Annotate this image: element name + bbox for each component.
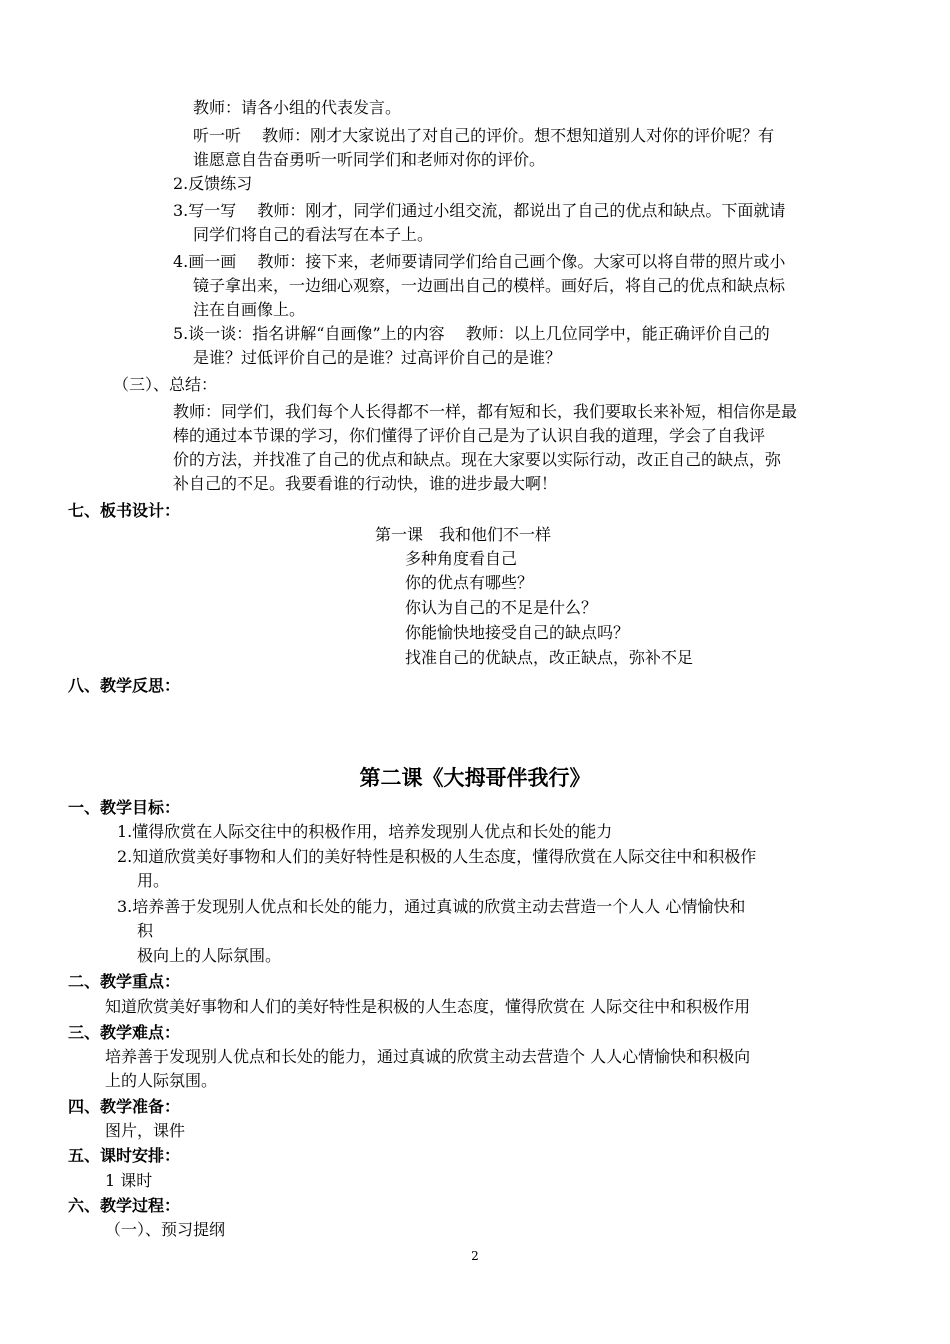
text-line: 教师：请各小组的代表发言。 [193,98,402,117]
text-line: 知道欣赏美好事物和人们的美好特性是积极的人生态度，懂得欣赏在 人际交往中和积极作用 [105,997,751,1016]
text-line: 用。 [137,871,170,890]
text-line: 同学们将自己的看法写在本子上。 [193,225,434,244]
subheading: （一）、预习提纲 [105,1220,226,1239]
text-line: 是谁？过低评价自己的是谁？过高评价自己的是谁？ [193,348,562,367]
section-heading: 八、教学反思： [68,676,181,695]
text-line: 图片，课件 [105,1121,186,1140]
text-line: 镜子拿出来，一边细心观察，一边画出自己的模样。画好后，将自己的优点和缺点标 [193,276,786,295]
text-line: 补自己的不足。我要看谁的行动快，谁的进步最大啊！ [173,474,558,493]
board-line: 第一课 我和他们不一样 [375,525,552,544]
list-item: 4.画一画 教师：接下来，老师要请同学们给自己画个像。大家可以将自带的照片或小 [173,252,786,271]
text-line: 谁愿意自告奋勇听一听同学们和老师对你的评价。 [193,150,546,169]
list-item: 3.培养善于发现别人优点和长处的能力，通过真诚的欣赏主动去营造一个人人 心情愉快和 [117,897,746,916]
list-item: 5.谈一谈：指名讲解“自画像”上的内容 教师：以上几位同学中，能正确评价自己的 [173,324,770,343]
section-heading: 二、教学重点： [68,972,181,991]
lesson-title: 第二课《大拇哥伴我行》 [359,766,591,790]
section-heading: 三、教学难点： [68,1023,181,1042]
section-heading: 四、教学准备： [68,1097,181,1116]
board-line: 你的优点有哪些？ [405,573,534,592]
board-line: 找准自己的优缺点，改正缺点，弥补不足 [405,648,694,667]
text-line: 极向上的人际氛围。 [137,946,282,965]
text-line: 注在自画像上。 [193,300,306,319]
text-line: 听一听 教师：刚才大家说出了对自己的评价。想不想知道别人对你的评价呢？有 [193,126,775,145]
page-number: 2 [471,1249,479,1263]
text-line: 棒的通过本节课的学习，你们懂得了评价自己是为了认识自我的道理，学会了自我评 [173,426,766,445]
board-line: 多种角度看自己 [405,549,518,568]
list-item: 3.写一写 教师：刚才，同学们通过小组交流，都说出了自己的优点和缺点。下面就请 [173,201,786,220]
text-line: 培养善于发现别人优点和长处的能力，通过真诚的欣赏主动去营造个 人人心情愉快和积极向 [105,1047,751,1066]
board-line: 你能愉快地接受自己的缺点吗？ [405,623,630,642]
section-heading: 五、课时安排： [68,1146,181,1165]
text-line: 价的方法，并找准了自己的优点和缺点。现在大家要以实际行动，改正自己的缺点，弥 [173,450,782,469]
board-line: 你认为自己的不足是什么？ [405,598,598,617]
subheading: （三）、总结： [113,375,218,394]
list-item: 2.知道欣赏美好事物和人们的美好特性是积极的人生态度，懂得欣赏在人际交往中和积极作 [117,847,757,866]
text-line: 积 [137,921,154,940]
section-heading: 一、教学目标： [68,798,181,817]
text-line: 教师：同学们，我们每个人长得都不一样，都有短和长，我们要取长来补短，相信你是最 [173,402,798,421]
section-heading: 七、板书设计： [68,501,181,520]
list-item: 2.反馈练习 [173,174,253,193]
text-line: 1 课时 [105,1171,153,1190]
section-heading: 六、教学过程： [68,1196,181,1215]
text-line: 上的人际氛围。 [105,1071,218,1090]
list-item: 1.懂得欣赏在人际交往中的积极作用，培养发现别人优点和长处的能力 [117,822,613,841]
